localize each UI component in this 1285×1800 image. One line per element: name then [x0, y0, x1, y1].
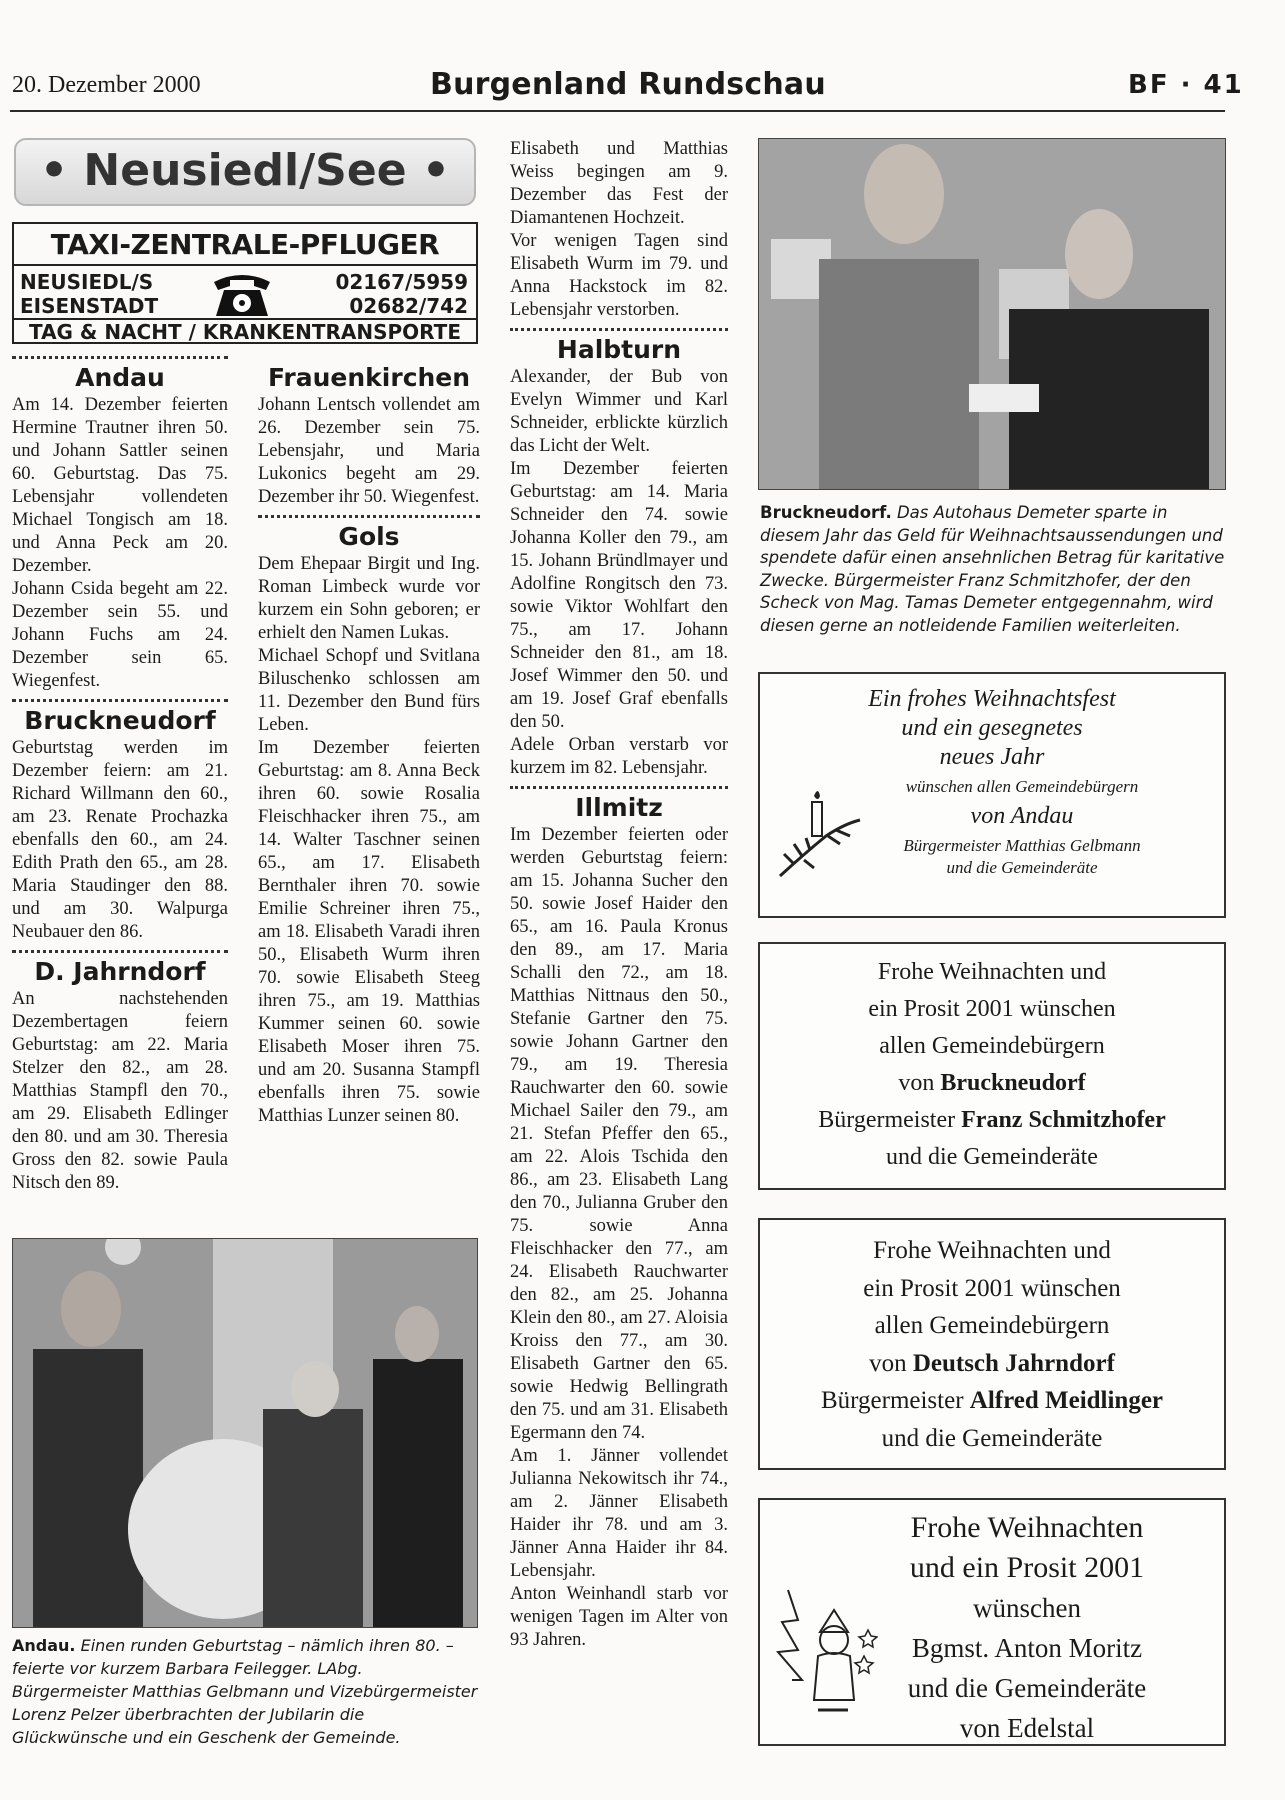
taxi-phone-number: 02682/742 — [349, 294, 468, 318]
dotted-divider — [510, 328, 728, 331]
ad-line: von Andau — [970, 803, 1074, 829]
taxi-service-line: TAG & NACHT / KRANKENTRANSPORTE — [14, 318, 476, 344]
article-text: Geburtstag werden im Dezember feiern: am 21. Richard Willmann den 60., am 23. Renate Prochazka ebenfalls den 60., am 24. Edith Prath den 65., am 28. Maria Staudinger den 88. und am 30. Walpurga Neubauer den 86. — [12, 738, 228, 942]
ad-line: Frohe Weihnachten und — [873, 1237, 1111, 1264]
ad-line: ein Prosit 2001 wünschen — [868, 996, 1116, 1022]
column-2 — [258, 350, 480, 1128]
section-heading-d-jahrndorf: D. Jahrndorf — [34, 957, 206, 986]
article-text: Alexander, der Bub von Evelyn Wimmer und Karl Schneider, erblickte kürzlich das Licht der Welt. — [510, 367, 728, 456]
ad-line: Ein frohes Weihnachtsfest — [868, 686, 1116, 712]
candle-branch-icon — [774, 784, 864, 884]
ad-line: und ein Prosit 2001 — [909, 1551, 1145, 1584]
article-text: Anton Weinhandl starb vor wenigen Tagen im Alter von 93 Jahren. — [510, 1584, 728, 1650]
section-heading-gols: Gols — [338, 522, 400, 551]
dotted-divider — [12, 950, 228, 953]
section-heading-frauenkirchen: Frauenkirchen — [267, 363, 471, 392]
ad-line-prefix: Bürgermeister — [820, 1387, 970, 1414]
ad-municipality: Bruckneudorf — [940, 1070, 1086, 1096]
page-number: BF · 41 — [1128, 70, 1244, 100]
ad-line: ein Prosit 2001 wünschen — [863, 1274, 1121, 1302]
ad-line: und die Gemeinderäte — [881, 1424, 1103, 1452]
article-text: Johann Lentsch vollendet am 26. Dezember sein 75. Lebensjahr, und Maria Lukonics begeht am 29. Dezember ihr 50. Wiegenfest. — [258, 395, 480, 507]
section-banner: • Neusiedl/See • — [14, 138, 476, 206]
ad-line — [760, 1065, 1224, 1102]
dotted-divider — [510, 786, 728, 789]
ad-line: und ein gesegnetes — [901, 715, 1083, 741]
article-text: Adele Orban verstarb vor kurzem im 82. Lebensjahr. — [510, 735, 728, 778]
section-heading-halbturn: Halbturn — [556, 335, 682, 364]
article-text: Johann Csida begeht am 22. Dezember sein 55. und Johann Fuchs am 24. Dezember sein 65. Wiegenfest. — [12, 579, 228, 691]
article-text: Im Dezember feierten Geburtstag: am 8. Anna Beck ihren 60. sowie Rosalia Fleischhacker ihren 75., am 14. Walter Taschner seinen 65., am 17. Elisabeth Bernthaler ihren 70. sowie Emilie Schreiner ihren 75., am 18. Elisabeth Varadi ihren 50., Elisabeth Wurm ihren 70. sowie Elisabeth Steeg ihren 75., am 19. Matthias Kummer seinen 60. sowie Elisabeth Moser ihren 75. und am 20. Susanna Stampfl ebenfalls ihren 75. sowie Matthias Lunzer seinen 80. — [258, 738, 480, 1126]
caption-text: Das Autohaus Demeter sparte in diesem Jahr das Geld für Weihnachtsaussendungen und spendete dafür einen ansehnlichen Betrag für karitative Zwecke. Bürgermeister Franz Schmitzhofer, der den Scheck von Mag. Tamas Demeter entgegennahm, wird diesen gerne an notleidende Familien weiterleiten. — [760, 503, 1225, 635]
ad-line-prefix: von — [898, 1070, 941, 1096]
ad-line: und die Gemeinderäte — [886, 1144, 1098, 1170]
ad-line: allen Gemeindebürgern — [874, 1312, 1110, 1339]
ad-line — [760, 1345, 1224, 1383]
section-heading-illmitz: Illmitz — [575, 793, 663, 822]
photo-bruckneudorf-check — [758, 138, 1226, 490]
ad-line: allen Gemeindebürgern — [879, 1033, 1105, 1059]
ad-line: Bgmst. Anton Moritz — [911, 1633, 1143, 1663]
photo-andau-image — [13, 1239, 478, 1628]
article-text: Im Dezember feierten oder werden Geburtstag feiern: am 15. Johanna Sucher den 50. sowie Josef Haider den 65., am 16. Paula Kronus den 89., am 17. Maria Schalli den 72., am 18. Matthias Nittnaus den 50., Stefanie Gartner den 75. sowie Johann Gartner den 79., am 19. Theresia Rauchwarter den 60. sowie Michael Sailer den 79., am 21. Stefan Pfeffer den 65., am 22. Alois Tschida den 86., am 23. Elisabeth Lang den 70., Julianna Gruber den 75. sowie Anna Fleischhacker den 77., am 24. Elisabeth Rauchwarter den 82., am 25. Johanna Klein den 80., am 27. Aloisia Kroiss den 77., am 30. Elisabeth Gartner den 65. sowie Hedwig Bellingrath den 75. und am 31. Elisabeth Egermann den 74. — [510, 825, 728, 1443]
column-3 — [510, 138, 728, 1652]
newspaper-title: Burgenland Rundschau — [430, 67, 826, 102]
article-text: Dem Ehepaar Birgit und Ing. Roman Limbeck wurde vor kurzem ein Sohn geboren; er erhielt den Namen Lukas. — [258, 554, 480, 643]
taxi-phone-number: 02167/5959 — [335, 270, 468, 294]
ad-line-prefix: von — [869, 1349, 913, 1377]
ad-line: und die Gemeinderäte — [946, 858, 1098, 877]
taxi-company-name: TAXI-ZENTRALE-PFLUGER — [14, 224, 476, 266]
caption-andau-photo — [12, 1634, 482, 1749]
ad-line: wünschen — [973, 1593, 1081, 1623]
photo-andau-birthday — [12, 1238, 478, 1628]
greeting-ad-andau — [758, 672, 1226, 918]
article-text: Michael Schopf und Svitlana Biluschenko schlossen am 11. Dezember den Bund fürs Leben. — [258, 646, 480, 735]
greeting-ad-edelstal — [758, 1498, 1226, 1746]
ad-mayor-name: Franz Schmitzhofer — [961, 1107, 1166, 1133]
taxi-place: EISENSTADT — [20, 294, 159, 318]
ad-line — [760, 1102, 1224, 1139]
ad-line: Frohe Weihnachten und — [877, 959, 1107, 985]
section-heading-andau: Andau — [75, 363, 165, 392]
greeting-ad-bruckneudorf — [758, 942, 1226, 1190]
greeting-ad-deutsch-jahrndorf — [758, 1218, 1226, 1470]
dotted-divider — [12, 356, 228, 359]
taxi-advertisement — [12, 222, 478, 344]
ad-mayor-name: Alfred Meidlinger — [969, 1387, 1164, 1414]
caption-lead: Andau. — [12, 1636, 76, 1655]
header-rule — [10, 110, 1225, 112]
santa-tree-icon — [768, 1580, 878, 1720]
photo-bruckneudorf-image — [759, 139, 1226, 490]
ad-line: wünschen allen Gemeindebürgern — [905, 777, 1139, 796]
article-text: Am 1. Jänner vollendet Julianna Nekowitsch ihr 74., am 2. Jänner Elisabeth Haider ihr 78. und am 3. Jänner Anna Haider ihr 84. Lebensjahr. — [510, 1446, 728, 1581]
ad-line: Bürgermeister Matthias Gelbmann — [903, 836, 1141, 855]
caption-lead: Bruckneudorf. — [760, 503, 892, 522]
article-text: Elisabeth und Matthias Weiss begingen am 9. Dezember das Fest der Diamantenen Hochzeit. — [510, 139, 728, 228]
ad-line: Frohe Weihnachten — [910, 1511, 1144, 1544]
column-1 — [12, 350, 228, 1195]
article-text: Vor wenigen Tagen sind Elisabeth Wurm im 79. und Anna Hackstock im 82. Lebensjahr verstorben. — [510, 231, 728, 320]
caption-bruckneudorf-photo — [760, 502, 1230, 637]
section-heading-bruckneudorf: Bruckneudorf — [24, 706, 216, 735]
dotted-divider — [258, 515, 480, 518]
dotted-divider — [12, 699, 228, 702]
article-text: An nachstehenden Dezembertagen feiern Geburtstag: am 22. Maria Stelzer den 82., am 28. Matthias Stampfl den 70., am 29. Elisabeth Edlinger den 80. und am 30. Theresia Gross den 82. sowie Paula Nitsch den 89. — [12, 989, 228, 1193]
telephone-icon — [210, 268, 274, 320]
issue-date: 20. Dezember 2000 — [12, 72, 201, 98]
ad-line: und die Gemeinderäte — [907, 1673, 1147, 1703]
article-text: Am 14. Dezember feierten Hermine Trautner ihren 50. und Johann Sattler seinen 60. Geburtstag. Das 75. Lebensjahr vollendeten Michael Tongisch am 18. und Anna Peck am 20. Dezember. — [12, 395, 228, 576]
ad-municipality: Deutsch Jahrndorf — [912, 1349, 1115, 1377]
ad-line: neues Jahr — [939, 744, 1045, 770]
ad-line — [760, 1382, 1224, 1420]
ad-line: von Edelstal — [959, 1713, 1095, 1743]
ad-line-prefix: Bürgermeister — [818, 1107, 962, 1133]
caption-text: Einen runden Geburtstag – nämlich ihren 80. – feierte vor kurzem Barbara Feilegger. LAbg. Bürgermeister Matthias Gelbmann und Vizebürgermeister Lorenz Pelzer überbrachten der Jubilarin die Glückwünsche und ein Geschenk der Gemeinde. — [12, 1636, 478, 1747]
taxi-place: NEUSIEDL/S — [20, 270, 154, 294]
article-text: Im Dezember feierten Geburtstag: am 14. Maria Schneider den 74. sowie Johanna Koller den 79., am 15. Johann Bründlmayer und Adolfine Rongitsch den 73. sowie Viktor Wohlfart den 75., am 17. Johann Schneider den 81., am 18. Josef Wimmer den 50. und am 19. Josef Graf ebenfalls den 50. — [510, 459, 728, 732]
